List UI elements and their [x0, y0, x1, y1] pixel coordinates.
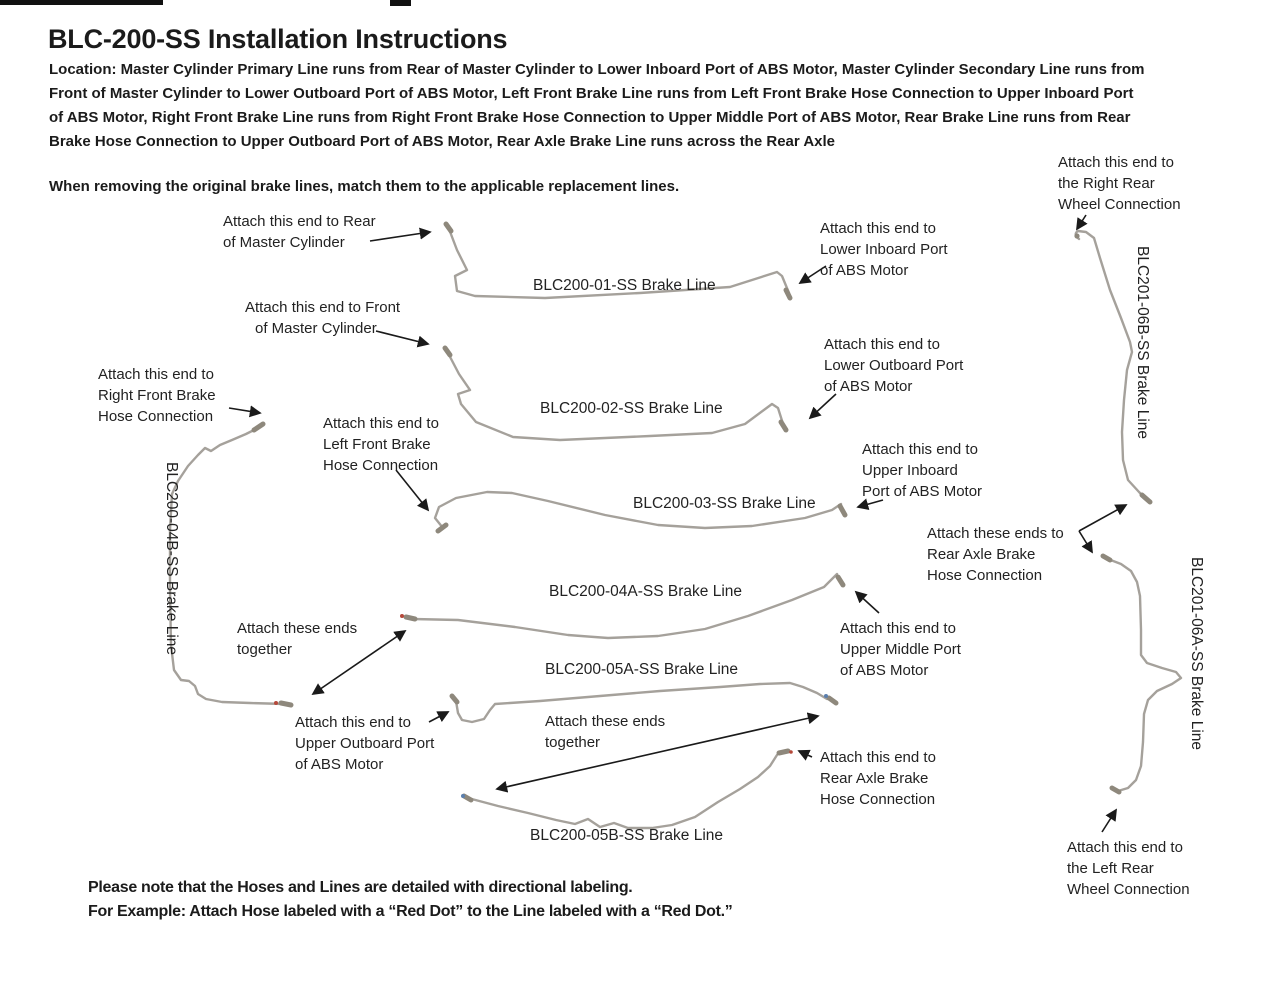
annotation-line: Hose Connection: [323, 457, 439, 474]
annotation-line: Attach these ends to: [927, 525, 1064, 542]
annotation-line: Right Front Brake: [98, 387, 216, 404]
footer-note: [88, 876, 733, 924]
arrow-left-front-hose: [396, 470, 428, 510]
annotation-line: Attach this end to Front: [245, 299, 401, 316]
annotation-line: Upper Outboard Port: [295, 735, 435, 752]
line-label-02: BLC200-02-SS Brake Line: [540, 400, 723, 417]
annotation-line: Wheel Connection: [1058, 196, 1181, 213]
line-label-01: BLC200-01-SS Brake Line: [533, 277, 716, 294]
annotation-line: Attach this end to: [820, 220, 936, 237]
brake-line-06a: [1108, 559, 1181, 791]
annotation-ends-together-1: [237, 618, 357, 660]
annotation-line: Upper Inboard: [862, 462, 958, 479]
annotation-lower-inboard: [820, 218, 948, 281]
annotation-line: of ABS Motor: [820, 262, 909, 279]
red-dot: [400, 614, 404, 618]
brake-line-04b: [170, 428, 285, 704]
annotation-ends-together-2: [545, 711, 665, 753]
annotation-upper-inboard: [862, 439, 982, 502]
annotation-line: of Master Cylinder: [223, 234, 345, 251]
arrow-upper-middle: [856, 592, 879, 613]
arrow-rear-axle-ends-lower: [1079, 531, 1092, 552]
annotation-line: Attach this end to: [295, 714, 411, 731]
arrow-lower-outboard: [810, 394, 836, 418]
annotation-line: Attach these ends: [237, 620, 358, 637]
annotation-line: Lower Outboard Port: [824, 357, 964, 374]
annotation-front-master: [245, 297, 400, 339]
red-dot: [789, 750, 793, 754]
blue-dot: [824, 694, 828, 698]
annotation-line: Lower Inboard Port: [820, 241, 948, 258]
annotation-line: Hose Connection: [98, 408, 214, 425]
location-line: Location: Master Cylinder Primary Line runs from Rear of Master Cylinder to Lower Inboard Port of ABS Motor, Master Cylinder Secondary Line runs from: [49, 61, 1145, 78]
footer-note-line: For Example: Attach Hose labeled with a “Red Dot” to the Line labeled with a “Red Dot.”: [88, 903, 733, 920]
red-dot: [274, 701, 278, 705]
annotation-line: Attach these ends: [545, 713, 666, 730]
brake-line-05b: [468, 755, 777, 828]
annotation-line: Attach this end to: [820, 749, 936, 766]
location-line: of ABS Motor, Right Front Brake Line runs from Right Front Brake Hose Connection to Upper Middle Port of ABS Motor, Rear Brake Line runs from Rear: [49, 109, 1131, 126]
brake-line-02: [448, 353, 784, 440]
arrow-rear-axle-ends-upper: [1079, 505, 1126, 531]
annotation-right-front-hose: [98, 364, 216, 427]
annotation-rear-master: [223, 211, 376, 253]
line-label-05a: BLC200-05A-SS Brake Line: [545, 661, 739, 678]
arrow-left-rear-wheel: [1102, 810, 1116, 832]
annotation-line: Hose Connection: [820, 791, 936, 808]
annotation-line: Attach this end to: [323, 415, 439, 432]
annotation-upper-outboard: [295, 712, 434, 775]
location-line: Front of Master Cylinder to Lower Outboard Port of ABS Motor, Left Front Brake Line runs from Left Front Brake Hose Connection to Upper Inboard Port: [49, 85, 1134, 102]
line-label-06a: BLC201-06A-SS Brake Line: [1188, 557, 1205, 751]
annotation-line: Attach this end to: [98, 366, 214, 383]
intro-note: When removing the original brake lines, match them to the applicable replacement lines.: [49, 178, 680, 195]
line-label-05b: BLC200-05B-SS Brake Line: [530, 827, 724, 844]
annotation-line: the Right Rear: [1058, 175, 1155, 192]
annotation-lower-outboard: [824, 334, 963, 397]
annotation-line: the Left Rear: [1067, 860, 1154, 877]
arrow-rear-master: [370, 232, 430, 241]
annotation-left-rear-wheel: [1067, 837, 1190, 900]
annotation-line: of ABS Motor: [824, 378, 913, 395]
annotation-line: Rear Axle Brake: [820, 770, 929, 787]
location-line: Brake Hose Connection to Upper Outboard Port of ABS Motor, Rear Axle Brake Line runs across the Rear Axle: [49, 133, 836, 150]
page-title: BLC-200-SS Installation Instructions: [48, 24, 508, 54]
annotation-line: Attach this end to: [824, 336, 940, 353]
line-label-04a: BLC200-04A-SS Brake Line: [549, 583, 743, 600]
annotation-rear-axle-single: [820, 747, 936, 810]
annotation-line: Rear Axle Brake: [927, 546, 1036, 563]
annotation-line: Attach this end to: [1067, 839, 1183, 856]
arrow-right-rear-wheel: [1077, 215, 1086, 229]
annotation-line: Hose Connection: [927, 567, 1043, 584]
line-label-06b: BLC201-06B-SS Brake Line: [1134, 246, 1151, 440]
arrow-rear-axle-single: [799, 751, 812, 757]
line-label-04b: BLC200-04B-SS Brake Line: [163, 462, 180, 656]
annotation-line: Attach this end to: [1058, 154, 1174, 171]
annotation-line: together: [237, 641, 293, 658]
annotation-line: of ABS Motor: [840, 662, 929, 679]
annotation-line: Left Front Brake: [323, 436, 431, 453]
annotation-line: Wheel Connection: [1067, 881, 1190, 898]
line-label-03: BLC200-03-SS Brake Line: [633, 495, 816, 512]
annotation-line: together: [545, 734, 601, 751]
annotation-line: of Master Cylinder: [255, 320, 377, 337]
footer-note-line: Please note that the Hoses and Lines are detailed with directional labeling.: [88, 879, 633, 896]
annotation-line: Upper Middle Port: [840, 641, 961, 658]
annotation-left-front-hose: [323, 413, 439, 476]
annotation-line: of ABS Motor: [295, 756, 384, 773]
annotation-right-rear-wheel: [1058, 152, 1181, 215]
annotation-line: Attach this end to: [862, 441, 978, 458]
annotation-line: Port of ABS Motor: [862, 483, 983, 500]
blue-dot: [461, 794, 465, 798]
annotation-line: Attach this end to Rear: [223, 213, 376, 230]
annotation-rear-axle-ends: [927, 523, 1064, 586]
annotation-line: Attach this end to: [840, 620, 956, 637]
arrow-right-front-hose: [229, 408, 260, 413]
annotation-upper-middle: [840, 618, 961, 681]
